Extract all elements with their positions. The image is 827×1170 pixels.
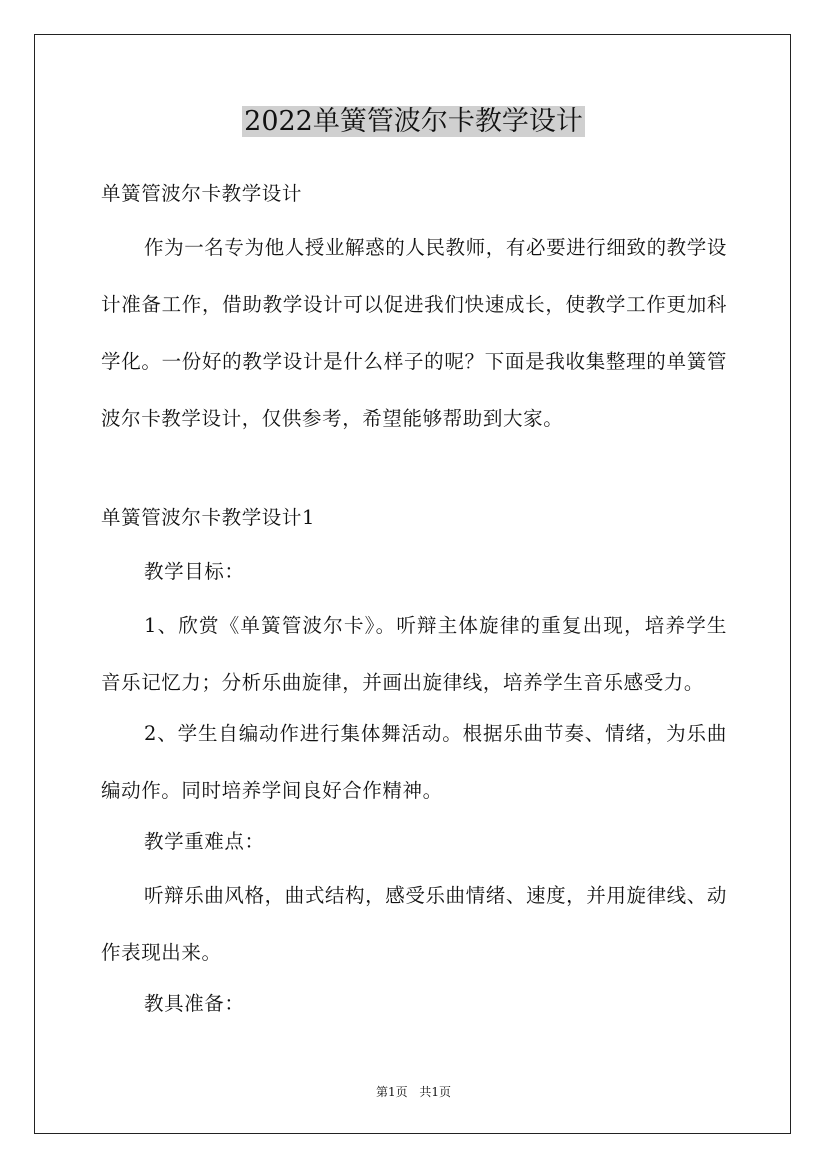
key-points-paragraph: 听辩乐曲风格，曲式结构，感受乐曲情绪、速度，并用旋律线、动作表现出来。 <box>101 884 727 964</box>
materials-heading: 教具准备： <box>144 992 245 1015</box>
document-title <box>0 100 827 144</box>
page-footer <box>0 1082 827 1102</box>
document-title-text: 2022单簧管波尔卡教学设计 <box>244 106 583 137</box>
page-total: 共1页 <box>419 1085 452 1099</box>
intro-paragraph: 作为一名专为他人授业解惑的人民教师，有必要进行细致的教学设计准备工作，借助教学设计可以促进我们快速成长，使教学工作更加科学化。一份好的教学设计是什么样子的呢？下面是我收集整理的单簧管波尔卡教学设计，仅供参考，希望能够帮助到大家。 <box>101 236 727 430</box>
document-subtitle: 单簧管波尔卡教学设计 <box>101 182 303 205</box>
goal-item-1: 1、欣赏《单簧管波尔卡》。听辩主体旋律的重复出现，培养学生音乐记忆力；分析乐曲旋律，并画出旋律线，培养学生音乐感受力。 <box>101 614 727 694</box>
goals-heading: 教学目标： <box>144 560 245 583</box>
section-heading: 单簧管波尔卡教学设计1 <box>101 506 316 529</box>
goal-item-2: 2、学生自编动作进行集体舞活动。根据乐曲节奏、情绪，为乐曲编动作。同时培养学间良好合作精神。 <box>101 722 727 802</box>
key-points-heading: 教学重难点： <box>144 830 265 853</box>
page-current: 第1页 <box>375 1085 408 1099</box>
